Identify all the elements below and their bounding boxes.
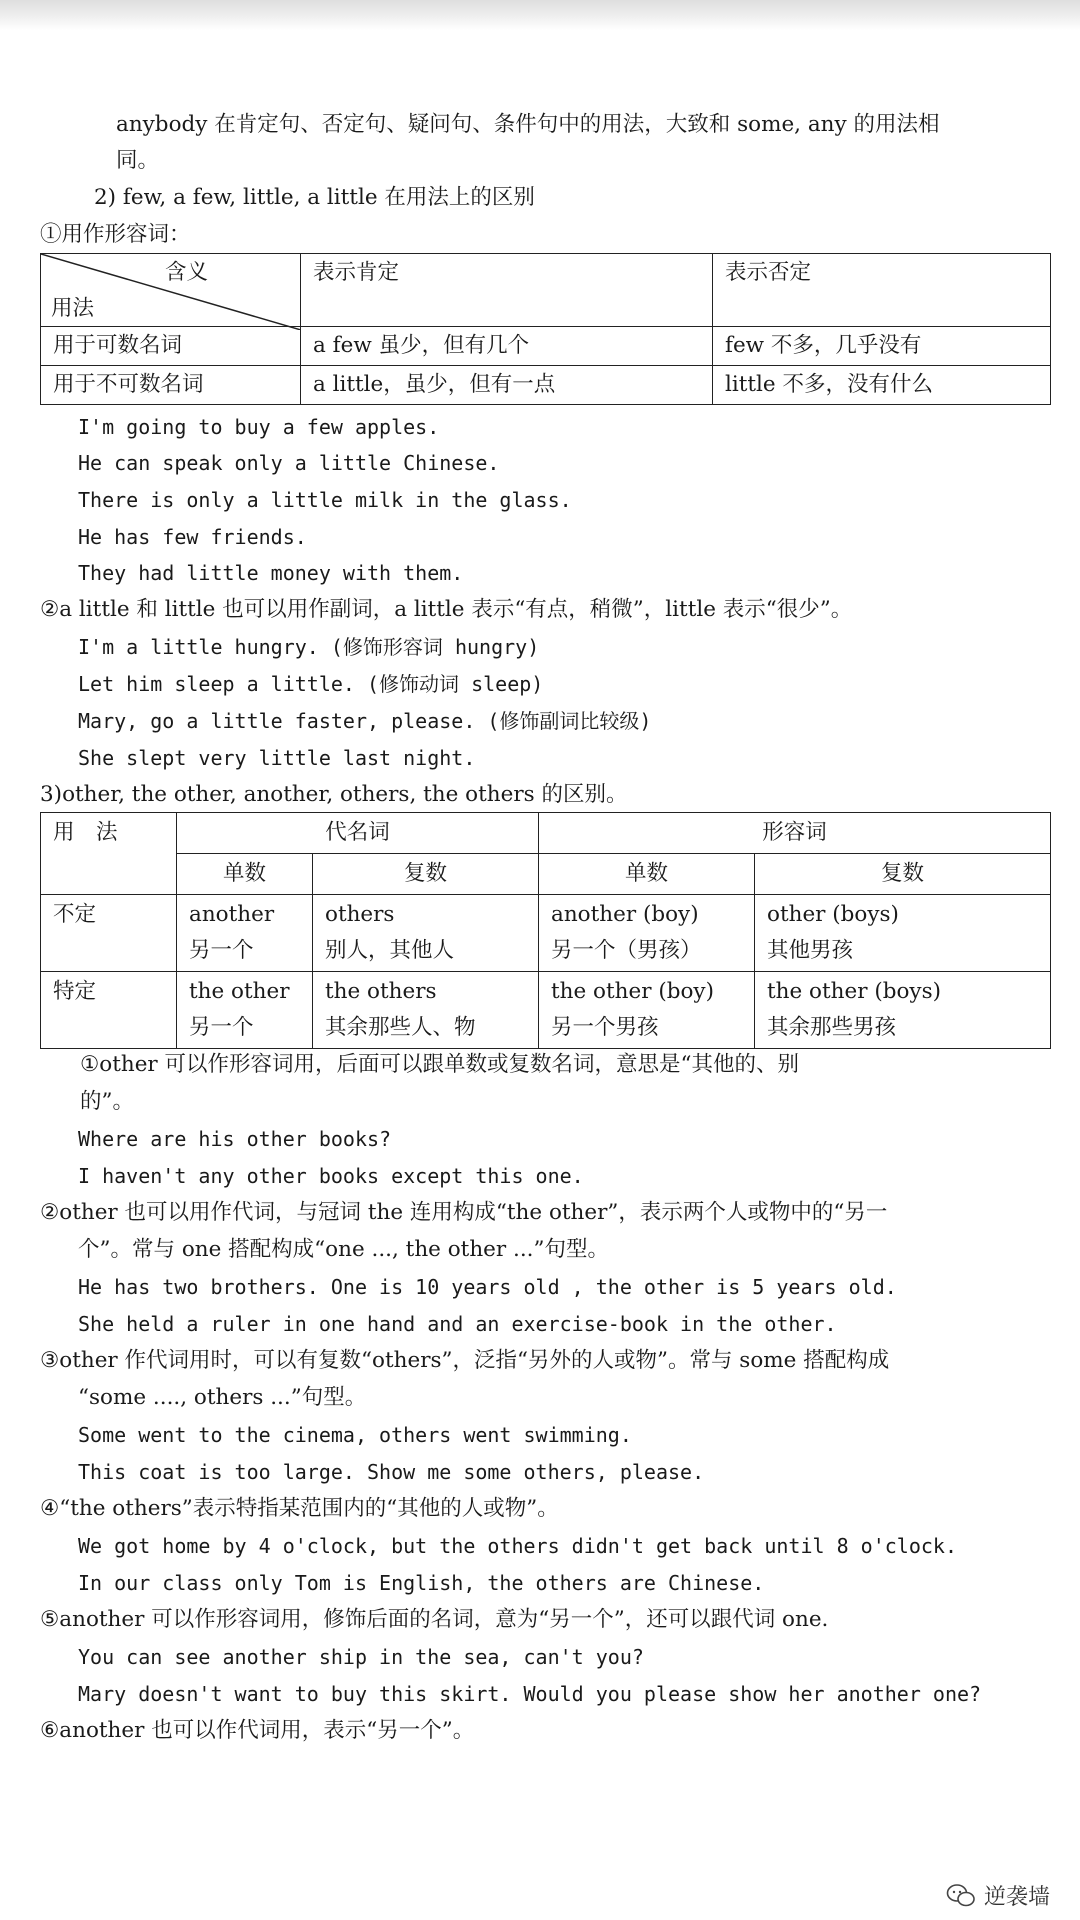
section-2-sub-1: ①用作形容词： — [40, 222, 191, 247]
example-line: He can speak only a little Chinese. — [78, 451, 500, 475]
table-cell — [313, 972, 539, 1049]
example-line: I haven't any other books except this one. — [78, 1164, 584, 1188]
cell-en: another (boy) — [551, 902, 699, 927]
example-line: I'm a little hungry. (修饰形容词 hungry) — [78, 635, 540, 659]
note-4: ④“the others”表示特指某范围内的“其他的人或物”。 — [40, 1496, 559, 1521]
example-line: She slept very little last night. — [78, 746, 476, 770]
note-2-line-2: 个”。常与 one 搭配构成“one ..., the other ...”句型。 — [78, 1237, 609, 1262]
row-negative: little 不多，没有什么 — [713, 366, 1051, 405]
example-line: Mary, go a little faster, please. (修饰副词比较级) — [78, 709, 652, 733]
note-3-line-1: ③other 作代词用时，可以有复数“others”，泛指“另外的人或物”。常与 some 搭配构成 — [40, 1348, 890, 1373]
watermark-text: 逆袭墙 — [983, 1885, 1050, 1910]
table-row — [41, 895, 1051, 972]
section-3-heading: 3)other, the other, another, others, the others 的区别。 — [40, 782, 628, 807]
note-2-line-1: ②other 也可以用作代词，与冠词 the 连用构成“the other”，表示两个人或物中的“另一 — [40, 1200, 888, 1225]
cell-zh: 另一个 — [189, 1015, 254, 1040]
row-negative: few 不多，几乎没有 — [713, 327, 1051, 366]
singular-header: 单数 — [539, 854, 755, 895]
note-5: ⑤another 可以作形容词用，修饰后面的名词，意为“另一个”，还可以跟代词 one. — [40, 1607, 829, 1632]
table-row — [41, 972, 1051, 1049]
adjective-header: 形容词 — [539, 813, 1051, 854]
cell-en: another — [189, 902, 275, 927]
example-line: She held a ruler in one hand and an exercise-book in the other. — [78, 1312, 837, 1336]
table-cell — [177, 895, 313, 972]
example-line: We got home by 4 o'clock, but the others didn't get back until 8 o'clock. — [78, 1534, 957, 1558]
table-cell — [313, 895, 539, 972]
intro-line-1: anybody 在肯定句、否定句、疑问句、条件句中的用法，大致和 some, any 的用法相 — [116, 112, 940, 137]
table-corner-cell — [41, 254, 301, 327]
corner-bottom-label: 用法 — [51, 296, 95, 321]
singular-header: 单数 — [177, 854, 313, 895]
table-cell — [177, 972, 313, 1049]
header-positive: 表示肯定 — [301, 254, 713, 327]
example-line: They had little money with them. — [78, 561, 464, 585]
example-line: Where are his other books? — [78, 1127, 392, 1151]
note-1-line-2: 的”。 — [80, 1089, 134, 1114]
row-label: 用于不可数名词 — [41, 366, 301, 405]
cell-zh: 其他男孩 — [767, 938, 854, 963]
table-row — [41, 327, 1051, 366]
section-2-heading: 2) few, a few, little, a little 在用法上的区别 — [94, 185, 535, 210]
example-line: This coat is too large. Show me some others, please. — [78, 1460, 705, 1484]
table-cell — [539, 895, 755, 972]
table-cell — [755, 895, 1051, 972]
row-positive: a little，虽少，但有一点 — [301, 366, 713, 405]
example-line: I'm going to buy a few apples. — [78, 415, 440, 439]
chat-bubbles-icon — [946, 1883, 976, 1909]
cell-en: others — [325, 902, 395, 927]
pronoun-header: 代名词 — [177, 813, 539, 854]
header-negative: 表示否定 — [713, 254, 1051, 327]
corner-top-label: 含义 — [165, 260, 209, 285]
cell-en: the other (boy) — [551, 979, 714, 1004]
example-line: Some went to the cinema, others went swimming. — [78, 1423, 632, 1447]
example-line: In our class only Tom is English, the others are Chinese. — [78, 1571, 765, 1595]
cell-en: the other (boys) — [767, 979, 941, 1004]
example-line: Let him sleep a little. (修饰动词 sleep) — [78, 672, 544, 696]
usage-header: 用 法 — [41, 813, 177, 895]
row-label: 不定 — [41, 895, 177, 972]
plural-header: 复数 — [313, 854, 539, 895]
note-6: ⑥another 也可以作代词用，表示“另一个”。 — [40, 1718, 475, 1743]
plural-header: 复数 — [755, 854, 1051, 895]
table-cell — [539, 972, 755, 1049]
few-little-table — [40, 253, 1051, 405]
row-label: 用于可数名词 — [41, 327, 301, 366]
top-bar — [0, 0, 1080, 30]
intro-line-2: 同。 — [116, 148, 160, 173]
example-line: Mary doesn't want to buy this skirt. Would you please show her another one? — [78, 1682, 982, 1706]
note-3-line-2: “some ...., others ...”句型。 — [78, 1385, 367, 1410]
table-cell — [755, 972, 1051, 1049]
cell-en: the others — [325, 979, 437, 1004]
table-row — [41, 366, 1051, 405]
example-line: There is only a little milk in the glass. — [78, 488, 572, 512]
section-2-sub-2: ②a little 和 little 也可以用作副词，a little 表示“有点，稍微”，little 表示“很少”。 — [40, 597, 853, 622]
row-label: 特定 — [41, 972, 177, 1049]
cell-zh: 另一个（男孩） — [551, 938, 702, 963]
cell-zh: 另一个男孩 — [551, 1015, 659, 1040]
watermark — [946, 1880, 1050, 1911]
cell-en: other (boys) — [767, 902, 899, 927]
other-table — [40, 812, 1051, 1049]
example-line: He has two brothers. One is 10 years old , the other is 5 years old. — [78, 1275, 897, 1299]
note-1-line-1: ①other 可以作形容词用，后面可以跟单数或复数名词，意思是“其他的、别 — [80, 1052, 800, 1077]
cell-zh: 另一个 — [189, 938, 254, 963]
cell-zh: 其余那些男孩 — [767, 1015, 897, 1040]
example-line: You can see another ship in the sea, can't you? — [78, 1645, 644, 1669]
cell-zh: 其余那些人、物 — [325, 1015, 476, 1040]
cell-zh: 别人，其他人 — [325, 938, 455, 963]
example-line: He has few friends. — [78, 525, 307, 549]
row-positive: a few 虽少，但有几个 — [301, 327, 713, 366]
cell-en: the other — [189, 979, 290, 1004]
